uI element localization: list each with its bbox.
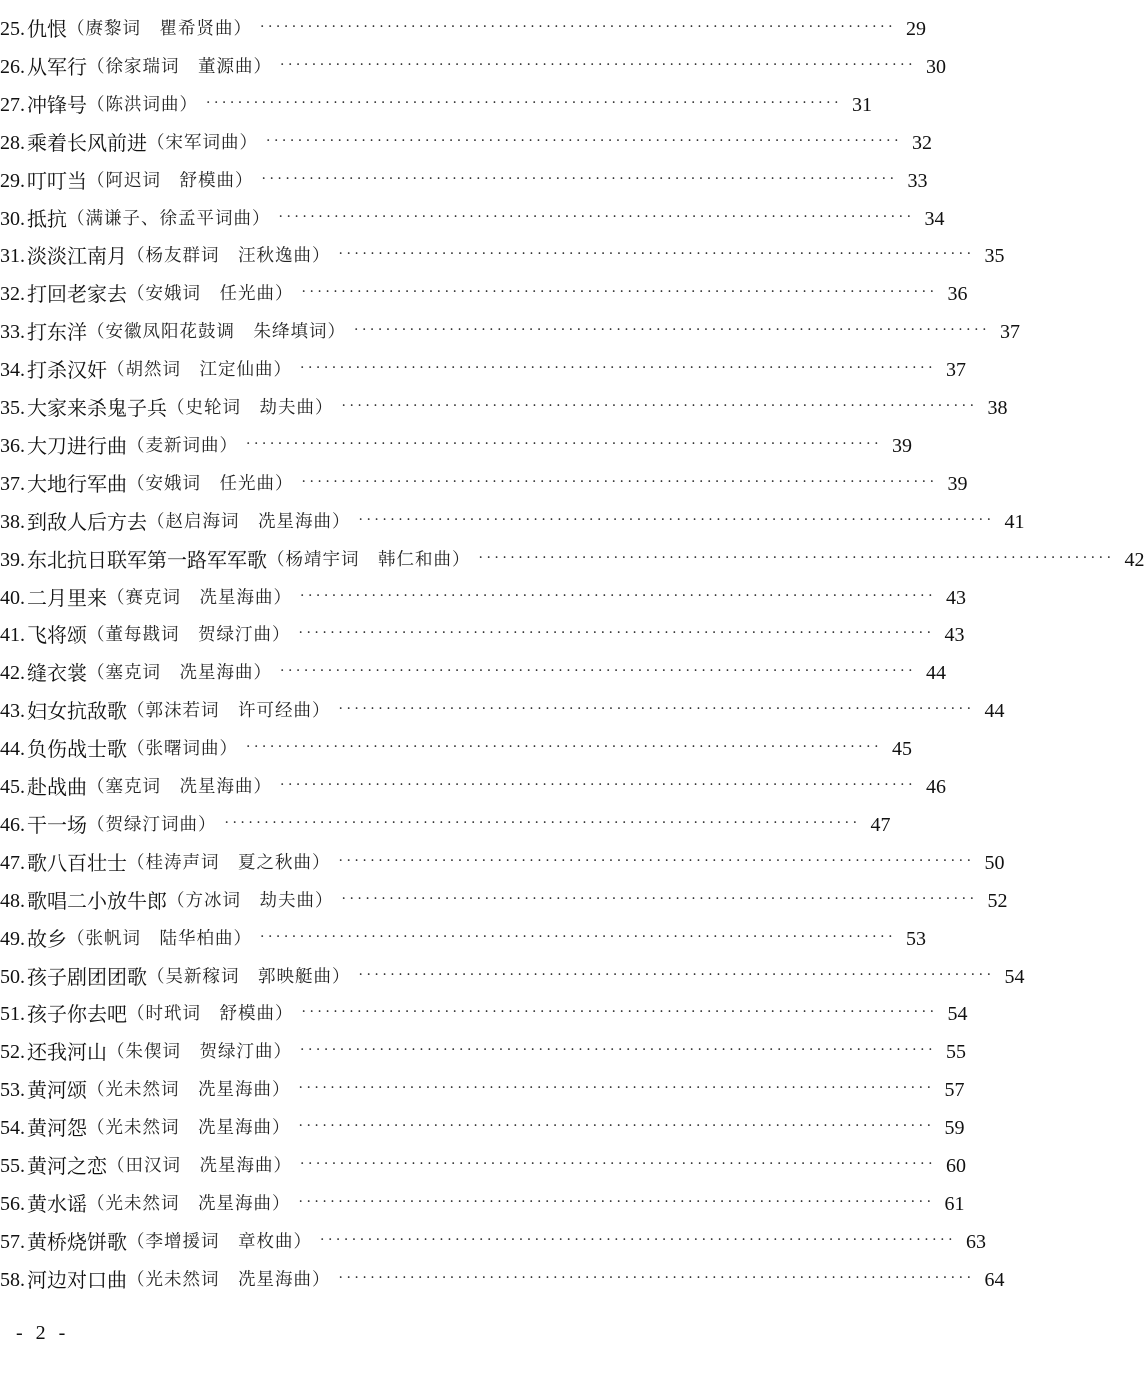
entry-credit: （时玳词 舒模曲） — [127, 1004, 294, 1025]
entry-page-number: 42 — [1124, 548, 1145, 571]
entry-title: 二月里来 — [27, 585, 107, 610]
toc-entry — [0, 884, 1008, 914]
toc-entry — [0, 1225, 987, 1255]
entry-page-number: 45 — [892, 738, 913, 761]
entry-title: 黄河之恋 — [27, 1154, 107, 1178]
entry-title: 冲锋号 — [27, 92, 87, 117]
entry-title: 东北抗日联军第一路军军歌 — [27, 547, 267, 572]
entry-title: 歌八百壮士 — [27, 850, 127, 875]
dot-leader: ················································································ — [301, 473, 938, 490]
dot-leader: ················································································ — [341, 890, 978, 907]
entry-page-number: 43 — [944, 624, 965, 647]
entry-credit: （阿迟词 舒模曲） — [87, 170, 254, 191]
entry-credit: （光未然词 冼星海曲） — [127, 1269, 331, 1290]
entry-page-number: 54 — [1004, 965, 1025, 988]
entry-title: 孩子你去吧 — [27, 1002, 127, 1027]
toc-entry — [0, 1111, 965, 1141]
entry-number: 45. — [0, 776, 25, 798]
toc-entry — [0, 618, 965, 648]
entry-credit: （赵启海词 冼星海曲） — [147, 511, 351, 532]
dot-leader: ················································································ — [224, 814, 861, 831]
entry-number: 27. — [0, 93, 25, 116]
entry-title: 黄河颂 — [27, 1078, 87, 1103]
entry-title: 到敌人后方去 — [27, 509, 147, 534]
toc-entry — [0, 543, 1145, 573]
entry-number: 41. — [0, 624, 25, 647]
dot-leader: ················································································ — [278, 208, 915, 225]
entry-number: 33. — [0, 321, 25, 344]
entry-title: 淡淡江南月 — [27, 244, 127, 269]
toc-entry — [0, 1263, 1005, 1293]
entry-number: 30. — [0, 207, 25, 230]
toc-entry — [0, 467, 968, 497]
entry-page-number: 43 — [946, 586, 967, 609]
toc-entry — [0, 50, 947, 80]
entry-number: 32. — [0, 283, 25, 306]
dot-leader: ················································································ — [300, 1042, 937, 1059]
entry-page-number: 50 — [984, 851, 1005, 874]
entry-credit: （光未然词 冼星海曲） — [87, 1080, 291, 1101]
toc-entry — [0, 429, 913, 459]
toc-entry — [0, 12, 927, 42]
entry-number: 58. — [0, 1268, 25, 1291]
dot-leader: ················································································ — [300, 587, 937, 604]
entry-title: 打回老家去 — [27, 282, 127, 307]
dot-leader: ················································································ — [280, 777, 917, 793]
entry-number: 37. — [0, 472, 25, 495]
dot-leader: ················································································ — [246, 435, 883, 452]
dot-leader: ················································································ — [206, 94, 843, 111]
entry-credit: （贺绿汀词曲） — [87, 814, 217, 835]
entry-number: 28. — [0, 131, 25, 154]
entry-page-number: 32 — [912, 131, 933, 154]
toc-entry — [0, 656, 947, 686]
toc-entry — [0, 732, 913, 762]
entry-title: 仇恨 — [27, 17, 67, 41]
entry-number: 51. — [0, 1003, 25, 1026]
entry-title: 负伤战士歌 — [27, 737, 127, 762]
entry-number: 53. — [0, 1079, 25, 1102]
entry-credit: （胡然词 江定仙曲） — [107, 360, 292, 381]
dot-leader: ················································································ — [358, 966, 995, 983]
entry-credit: （安徽凤阳花鼓调 朱绛填词） — [87, 322, 346, 343]
entry-page-number: 41 — [1004, 510, 1025, 533]
entry-number: 46. — [0, 813, 25, 836]
entry-page-number: 29 — [906, 18, 927, 40]
dot-leader: ················································································ — [298, 1080, 935, 1097]
entry-number: 57. — [0, 1230, 25, 1253]
entry-title: 干一场 — [27, 812, 87, 837]
toc-entry — [0, 997, 968, 1027]
entry-credit: （麦新词曲） — [127, 435, 238, 456]
entry-number: 25. — [0, 18, 25, 40]
entry-title: 歌唱二小放牛郎 — [27, 888, 167, 913]
entry-credit: （光未然词 冼星海曲） — [87, 1118, 291, 1139]
entry-title: 抵抗 — [27, 206, 67, 231]
toc-entry — [0, 922, 927, 952]
entry-credit: （张帆词 陆华柏曲） — [67, 928, 252, 949]
dot-leader: ················································································ — [478, 549, 1115, 566]
entry-credit: （史轮词 劫夫曲） — [167, 398, 334, 418]
dot-leader: ················································································ — [354, 322, 991, 339]
dot-leader: ················································································ — [280, 56, 917, 73]
entry-credit: （张曙词曲） — [127, 739, 238, 760]
entry-number: 40. — [0, 586, 25, 609]
dot-leader: ················································································ — [358, 511, 995, 528]
entry-title: 还我河山 — [27, 1040, 107, 1065]
entry-page-number: 39 — [947, 472, 968, 495]
entry-credit: （陈洪词曲） — [87, 94, 198, 115]
entry-page-number: 44 — [926, 662, 947, 685]
entry-number: 31. — [0, 245, 25, 268]
entry-number: 54. — [0, 1117, 25, 1140]
dot-leader: ················································································ — [280, 663, 917, 680]
entry-credit: （吴新稼词 郭映艇曲） — [147, 966, 351, 987]
dot-leader: ················································································ — [338, 701, 975, 718]
entry-title: 飞将颂 — [27, 623, 87, 648]
entry-number: 26. — [0, 55, 25, 78]
entry-title: 缝衣裳 — [27, 661, 87, 686]
entry-page-number: 47 — [870, 813, 891, 836]
entry-credit: （朱偰词 贺绿汀曲） — [107, 1042, 292, 1063]
entry-credit: （塞克词 冼星海曲） — [87, 663, 272, 684]
entry-credit: （塞克词 冼星海曲） — [87, 777, 272, 797]
dot-leader: ················································································ — [298, 625, 935, 642]
entry-credit: （宋军词曲） — [147, 132, 258, 153]
entry-page-number: 37 — [946, 359, 967, 382]
dot-leader: ················································································ — [338, 852, 975, 869]
entry-number: 44. — [0, 738, 25, 761]
entry-credit: （方冰词 劫夫曲） — [167, 890, 334, 911]
entry-page-number: 31 — [852, 93, 873, 116]
toc-entry — [0, 353, 967, 383]
dot-leader: ················································································ — [301, 284, 938, 301]
toc-entry — [0, 770, 947, 800]
entry-number: 49. — [0, 927, 25, 950]
dot-leader: ················································································ — [301, 1004, 938, 1021]
entry-title: 从军行 — [27, 54, 87, 79]
entry-credit: （徐家瑞词 董源曲） — [87, 56, 272, 77]
entry-credit: （安娥词 任光曲） — [127, 473, 294, 494]
dot-leader: ················································································ — [261, 170, 898, 187]
entry-title: 叮叮当 — [27, 168, 87, 193]
entry-number: 55. — [0, 1155, 25, 1177]
entry-number: 47. — [0, 851, 25, 874]
entry-credit: （安娥词 任光曲） — [127, 284, 294, 305]
entry-title: 黄桥烧饼歌 — [27, 1229, 127, 1254]
entry-title: 乘着长风前进 — [27, 130, 147, 155]
entry-title: 赴战曲 — [27, 775, 87, 799]
entry-credit: （董每戡词 贺绿汀曲） — [87, 625, 291, 646]
toc-entry — [0, 581, 967, 611]
entry-title: 黄水谣 — [27, 1191, 87, 1216]
toc-entry — [0, 239, 1005, 269]
entry-number: 48. — [0, 889, 25, 912]
entry-credit: （郭沫若词 许可经曲） — [127, 701, 331, 722]
entry-credit: （桂涛声词 夏之秋曲） — [127, 852, 331, 873]
entry-credit: （杨友群词 汪秋逸曲） — [127, 246, 331, 267]
page-footer-number: - 2 - — [16, 1322, 70, 1344]
toc-entry — [0, 846, 1005, 876]
entry-title: 黄河怨 — [27, 1116, 87, 1141]
toc-entry — [0, 808, 891, 838]
toc-entry — [0, 960, 1025, 990]
dot-leader: ················································································ — [266, 132, 903, 149]
entry-page-number: 53 — [906, 927, 927, 950]
toc-entry — [0, 1187, 965, 1217]
entry-number: 36. — [0, 434, 25, 457]
entry-credit: （满谦子、徐孟平词曲） — [67, 208, 271, 229]
entry-title: 大刀进行曲 — [27, 433, 127, 458]
entry-title: 大地行军曲 — [27, 471, 127, 496]
entry-page-number: 38 — [987, 397, 1008, 419]
entry-title: 孩子剧团团歌 — [27, 964, 147, 989]
entry-page-number: 39 — [892, 434, 913, 457]
entry-credit: （田汉词 冼星海曲） — [107, 1156, 292, 1176]
entry-credit: （赛克词 冼星海曲） — [107, 587, 292, 608]
toc-entry — [0, 694, 1005, 724]
entry-number: 56. — [0, 1192, 25, 1215]
dot-leader: ················································································ — [341, 398, 978, 414]
toc-entry — [0, 1073, 965, 1103]
entry-credit: （光未然词 冼星海曲） — [87, 1193, 291, 1214]
toc-entry — [0, 126, 933, 156]
entry-number: 50. — [0, 965, 25, 988]
dot-leader: ················································································ — [298, 1193, 935, 1210]
toc-entry — [0, 1035, 967, 1065]
entry-page-number: 37 — [1000, 321, 1021, 344]
entry-page-number: 55 — [946, 1041, 967, 1064]
toc-entry — [0, 315, 1021, 345]
entry-title: 河边对口曲 — [27, 1267, 127, 1292]
toc-entry — [0, 202, 945, 232]
entry-page-number: 63 — [966, 1230, 987, 1253]
entry-page-number: 33 — [907, 169, 928, 192]
entry-page-number: 30 — [926, 55, 947, 78]
entry-page-number: 52 — [987, 889, 1008, 912]
entry-number: 42. — [0, 662, 25, 685]
entry-page-number: 36 — [947, 283, 968, 306]
entry-number: 43. — [0, 700, 25, 723]
dot-leader: ················································································ — [246, 739, 883, 756]
toc-entry — [0, 1149, 967, 1179]
entry-title: 妇女抗敌歌 — [27, 699, 127, 724]
entry-number: 38. — [0, 510, 25, 533]
dot-leader: ················································································ — [300, 1156, 937, 1172]
toc-entry — [0, 391, 1008, 421]
entry-title: 大家来杀鬼子兵 — [27, 396, 167, 420]
dot-leader: ················································································ — [300, 360, 937, 377]
entry-credit: （李增援词 章枚曲） — [127, 1231, 312, 1252]
entry-number: 29. — [0, 169, 25, 192]
entry-page-number: 59 — [944, 1117, 965, 1140]
entry-page-number: 54 — [947, 1003, 968, 1026]
entry-credit: （杨靖宇词 韩仁和曲） — [267, 549, 471, 570]
entry-title: 打杀汉奸 — [27, 358, 107, 383]
dot-leader: ················································································ — [260, 928, 897, 945]
entry-page-number: 61 — [944, 1192, 965, 1215]
dot-leader: ················································································ — [298, 1118, 935, 1135]
entry-page-number: 44 — [984, 700, 1005, 723]
dot-leader: ················································································ — [338, 246, 975, 263]
toc-entry — [0, 505, 1025, 535]
entry-number: 34. — [0, 359, 25, 382]
entry-number: 52. — [0, 1041, 25, 1064]
dot-leader: ················································································ — [260, 19, 897, 35]
entry-page-number: 46 — [926, 776, 947, 798]
entry-page-number: 64 — [984, 1268, 1005, 1291]
dot-leader: ················································································ — [320, 1231, 957, 1248]
entry-page-number: 60 — [946, 1155, 967, 1177]
toc-entry — [0, 277, 968, 307]
entry-title: 打东洋 — [27, 320, 87, 345]
entry-page-number: 57 — [944, 1079, 965, 1102]
entry-title: 故乡 — [27, 926, 67, 951]
dot-leader: ················································································ — [338, 1269, 975, 1286]
entry-number: 39. — [0, 548, 25, 571]
toc-entry — [0, 88, 873, 118]
toc-entry — [0, 164, 928, 194]
entry-page-number: 34 — [924, 207, 945, 230]
entry-credit: （赓黎词 瞿希贤曲） — [67, 19, 252, 39]
entry-page-number: 35 — [984, 245, 1005, 268]
entry-number: 35. — [0, 397, 25, 419]
